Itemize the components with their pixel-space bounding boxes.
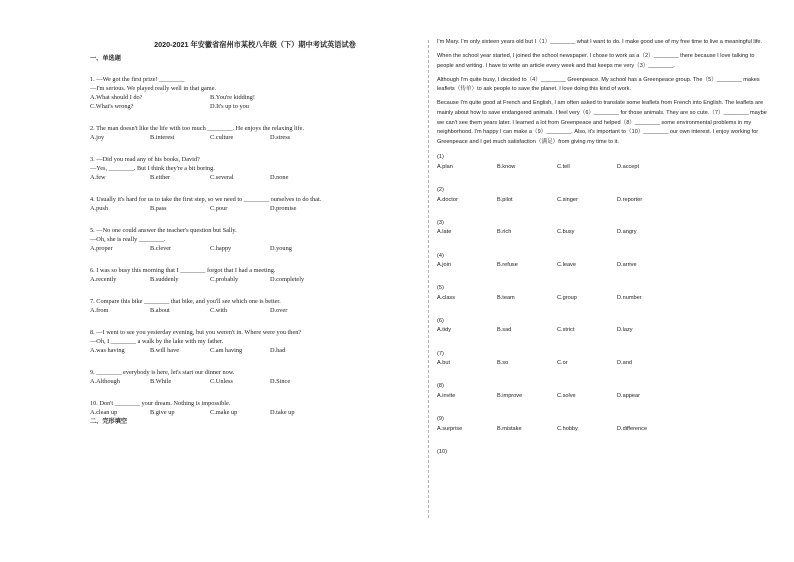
exam-title: 2020-2021 年安徽省宿州市某校八年级（下）期中考试英语试卷	[154, 40, 356, 49]
passage-paragraph: Although I'm quite busy, I decided to（4）________ Greenpeace. My school has a Greenpeace group. The（5）________ makes leaflets（传单）to ask people to save the planet. I love doing this kind of work.	[437, 76, 760, 93]
answer-option[interactable]: B.will have	[150, 347, 180, 354]
cloze-options	[437, 196, 769, 206]
answer-option[interactable]: A.joy	[90, 134, 105, 141]
answer-option[interactable]: B.interest	[150, 134, 175, 141]
cloze-question-number: (1)	[437, 154, 444, 161]
cloze-option[interactable]: B.so	[497, 360, 509, 367]
section-heading-single-choice: 一、单选题	[90, 55, 121, 62]
cloze-option[interactable]: B.improve	[497, 392, 523, 399]
question-4	[90, 195, 420, 213]
cloze-question-number: (5)	[437, 285, 444, 292]
cloze-option[interactable]: C.solve	[557, 392, 576, 399]
answer-option[interactable]: C.What's wrong?	[90, 103, 134, 110]
cloze-options	[437, 261, 769, 271]
cloze-option[interactable]: C.singer	[557, 196, 578, 203]
answer-option[interactable]: C.am having	[210, 347, 243, 354]
cloze-option[interactable]: A.join	[437, 262, 451, 269]
answer-option[interactable]: A.few	[90, 174, 106, 181]
answer-option[interactable]: A.clean up	[90, 409, 118, 416]
answer-option[interactable]: D.stress	[270, 134, 291, 141]
answer-option[interactable]: B.give up	[150, 409, 175, 416]
cloze-options	[437, 425, 769, 435]
question-text: 10. Don't ________ your dream. Nothing is impossible.	[90, 400, 231, 407]
question-text: 4. Usually it's hard for us to take the first step, so we need to ________ ourselves to do that.	[90, 196, 322, 203]
question-10	[90, 399, 420, 417]
question-text: —Oh, she is really ________.	[90, 236, 166, 243]
question-text: 5. —No one could answer the teacher's question but Sally.	[90, 227, 237, 234]
cloze-option[interactable]: A.tidy	[437, 327, 451, 334]
answer-option[interactable]: D.completely	[270, 276, 305, 283]
cloze-option[interactable]: D.difference	[617, 425, 648, 432]
answer-option[interactable]: B.about	[150, 307, 170, 314]
passage-paragraph: I'm Mary. I'm only sixteen years old but I（1）________ what I want to do. I make good use of my free time to live a meaningful life.	[437, 39, 763, 45]
cloze-question-number: (10)	[437, 448, 447, 455]
cloze-option[interactable]: D.arrive	[617, 262, 637, 269]
cloze-option[interactable]: C.strict	[557, 327, 575, 334]
cloze-option[interactable]: C.tell	[557, 164, 570, 171]
answer-option[interactable]: C.culture	[210, 134, 234, 141]
question-text: 2. The man doesn't like the life with too much ________. He enjoys the relaxing life.	[90, 125, 305, 132]
section-heading-cloze: 二、完形填空	[90, 418, 128, 425]
cloze-options	[437, 294, 769, 304]
answer-option[interactable]: C.probably	[210, 276, 239, 283]
answer-option[interactable]: D.had	[270, 347, 286, 354]
cloze-option[interactable]: D.accept	[617, 164, 640, 171]
cloze-option[interactable]: A.surprise	[437, 425, 463, 432]
cloze-option[interactable]: C.leave	[557, 262, 576, 269]
answer-option[interactable]: B.pass	[150, 205, 167, 212]
cloze-option[interactable]: D.angry	[617, 229, 637, 236]
question-list	[90, 75, 420, 417]
answer-option[interactable]: B.clever	[150, 245, 172, 252]
cloze-option[interactable]: B.sad	[497, 327, 512, 334]
answer-option[interactable]: C.Unless	[210, 378, 233, 385]
answer-option[interactable]: D.take up	[270, 409, 295, 416]
answer-option[interactable]: C.happy	[210, 245, 232, 252]
cloze-option[interactable]: B.mistake	[497, 425, 522, 432]
passage-paragraph: When the school year started, I joined the school newspaper. I chose to work as a（2）________ there because I love talking to people and writing. I have to write an article every week and that keeps me very（3）________.	[437, 53, 755, 69]
left-column	[90, 40, 420, 426]
cloze-option[interactable]: C.hobby	[557, 425, 578, 432]
answer-option[interactable]: A.was having	[90, 347, 125, 354]
cloze-option[interactable]: C.group	[557, 294, 577, 301]
cloze-option[interactable]: D.number	[617, 294, 642, 301]
cloze-option[interactable]: B.team	[497, 294, 515, 301]
answer-option[interactable]: D.Since	[270, 378, 291, 385]
cloze-option[interactable]: D.appear	[617, 392, 641, 399]
cloze-question-number: (4)	[437, 252, 444, 259]
cloze-option[interactable]: A.plan	[437, 164, 453, 171]
cloze-options	[437, 392, 769, 402]
cloze-option[interactable]: D.reporter	[617, 196, 643, 203]
answer-option[interactable]: C.make up	[210, 409, 238, 416]
answer-options	[90, 93, 420, 111]
cloze-options	[437, 359, 769, 369]
answer-option[interactable]: A.from	[90, 307, 109, 314]
question-7	[90, 297, 420, 315]
question-3	[90, 155, 420, 182]
answer-option[interactable]: A.push	[90, 205, 109, 212]
answer-option[interactable]: A.What should I do?	[90, 94, 143, 101]
cloze-option[interactable]: C.or	[557, 360, 568, 367]
answer-option[interactable]: D.none	[270, 174, 289, 181]
cloze-option[interactable]: D.lazy	[617, 327, 633, 334]
passage-paragraph: Because I'm quite good at French and English, I am often asked to translate some leaflets from French into English. The leaflets are mainly about how to save endangered animals. I feel very（6）________ for those animals. They are so cute.（7）________ maybe we can't see them years later. I learned a lot from Greenpeace and helped（8）________ some environmental problems in my neighborhood. I'm happy I can make a（9）________. Also, it's important to（10）________ our own interest. I enjoy working for Greenpeace and I get much satisfaction（满足）from giving my time to it.	[437, 100, 767, 145]
cloze-question-number: (6)	[437, 317, 444, 324]
cloze-option[interactable]: A.invite	[437, 392, 456, 399]
question-text: 7. Compare this bike ________ that bike, and you'll see which one is better.	[90, 298, 281, 305]
answer-option[interactable]: A.Although	[90, 378, 120, 385]
question-1	[90, 75, 420, 111]
question-text: 3. —Did you read any of his books, David?	[90, 156, 200, 163]
question-text: —I'm serious. We played really well in that game.	[90, 85, 217, 92]
cloze-question-number: (9)	[437, 415, 444, 422]
answer-option[interactable]: A.recently	[90, 276, 117, 283]
answer-option[interactable]: D.promise	[270, 205, 297, 212]
cloze-option[interactable]: C.busy	[557, 229, 575, 236]
answer-option[interactable]: A.proper	[90, 245, 113, 252]
cloze-passage	[437, 38, 769, 147]
question-8	[90, 328, 420, 355]
question-9	[90, 368, 420, 386]
answer-options	[90, 173, 420, 182]
column-divider	[428, 40, 429, 518]
answer-option[interactable]: C.with	[210, 307, 227, 314]
question-text: 8. —I went to see you yesterday evening, but you weren't in. Where were you then?	[90, 329, 302, 336]
cloze-question-number: (3)	[437, 219, 444, 226]
cloze-question-list	[437, 153, 769, 457]
cloze-option[interactable]: A.late	[437, 229, 452, 236]
question-text: 9. ________ everybody is here, let's start our dinner now.	[90, 369, 235, 376]
cloze-option[interactable]: A.but	[437, 360, 451, 367]
question-text: 1. —We got the first prize! ________	[90, 76, 185, 83]
cloze-option[interactable]: B.rich	[497, 229, 512, 236]
cloze-option[interactable]: B.pilot	[497, 196, 513, 203]
right-column	[437, 38, 769, 457]
cloze-question-number: (8)	[437, 383, 444, 390]
answer-options	[90, 408, 420, 417]
cloze-question-number: (7)	[437, 350, 444, 357]
answer-option[interactable]: D.over	[270, 307, 288, 314]
answer-option[interactable]: C.pour	[210, 205, 228, 212]
answer-option[interactable]: B.While	[150, 378, 172, 385]
answer-option[interactable]: D.It's up to you	[210, 103, 249, 110]
cloze-question-number: (2)	[437, 187, 444, 194]
answer-option[interactable]: C.several	[210, 174, 234, 181]
answer-option[interactable]: B.You're kidding!	[210, 94, 255, 101]
cloze-options	[437, 326, 769, 336]
answer-option[interactable]: B.either	[150, 174, 171, 181]
cloze-option[interactable]: A.doctor	[437, 196, 458, 203]
answer-options	[90, 346, 420, 355]
answer-option[interactable]: B.suddenly	[150, 276, 179, 283]
question-text: —Oh, I ________ a walk by the lake with my father.	[90, 338, 224, 345]
question-5	[90, 226, 420, 253]
answer-option[interactable]: D.young	[270, 245, 292, 252]
question-6	[90, 266, 420, 284]
answer-options	[90, 244, 420, 253]
answer-options	[90, 377, 420, 386]
cloze-option[interactable]: B.refuse	[497, 262, 518, 269]
question-text: —Yes, ________. But I think they're a bit boring.	[90, 165, 215, 172]
answer-options	[90, 275, 420, 284]
cloze-option[interactable]: A.class	[437, 294, 456, 301]
answer-options	[90, 133, 420, 142]
cloze-options	[437, 228, 769, 238]
question-text: 6. I was so busy this morning that I ________ forgot that I had a meeting.	[90, 267, 276, 274]
answer-options	[90, 204, 420, 213]
cloze-options	[437, 163, 769, 173]
cloze-option[interactable]: D.and	[617, 360, 632, 367]
question-2	[90, 124, 420, 142]
cloze-option[interactable]: B.know	[497, 164, 516, 171]
answer-options	[90, 306, 420, 315]
